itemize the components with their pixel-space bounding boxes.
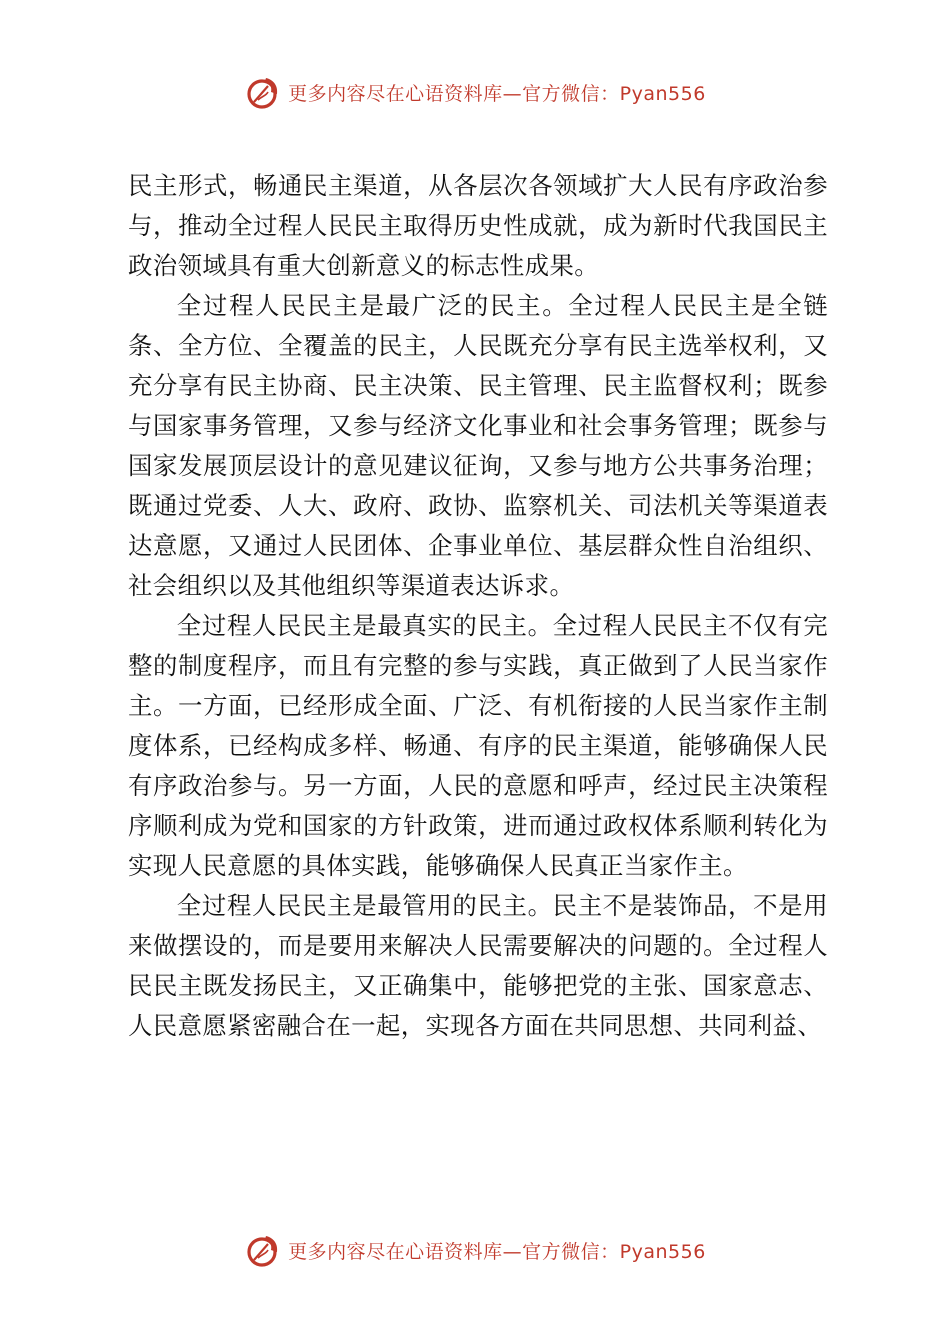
paragraph: 全过程人民民主是最管用的民主。民主不是装饰品，不是用来做摆设的，而是要用来解决人民需要解决的问题的。全过程人民民主既发扬民主，又正确集中，能够把党的主张、国家意志、人民意愿紧密融合在一起，实现各方面在共同思想、共同利益、 bbox=[128, 891, 828, 1040]
paragraph: 全过程人民民主是最广泛的民主。全过程人民民主是全链条、全方位、全覆盖的民主，人民既充分享有民主选举权利，又充分享有民主协商、民主决策、民主管理、民主监督权利；既参与国家事务管理，又参与经济文化事业和社会事务管理；既参与国家发展顶层设计的意见建议征询，又参与地方公共事务治理； 既通过党委、人大、政府、政协、监察机关、司法机关等渠道表达意愿，又通过人民团体、企事业单位、基层群众性自治组织、社会组织以及其他组织等渠道表达诉求。 bbox=[128, 291, 828, 600]
document-body bbox=[128, 166, 828, 1046]
banner-text: 更多内容尽在心语资料库—官方微信：Pyan556 bbox=[288, 82, 706, 105]
quill-logo-icon bbox=[244, 1230, 284, 1270]
header-banner bbox=[0, 72, 950, 112]
paragraph: 全过程人民民主是最真实的民主。全过程人民民主不仅有完整的制度程序，而且有完整的参与实践，真正做到了人民当家作主。一方面，已经形成全面、广泛、有机衔接的人民当家作主制度体系，已经构成多样、畅通、有序的民主渠道，能够确保人民有序政治参与。另一方面，人民的意愿和呼声，经过民主决策程序顺利成为党和国家的方针政策，进而通过政权体系顺利转化为实现人民意愿的具体实践，能够确保人民真正当家作主。 bbox=[128, 611, 828, 880]
banner-text: 更多内容尽在心语资料库—官方微信：Pyan556 bbox=[288, 1240, 706, 1263]
paragraph: 民主形式，畅通民主渠道，从各层次各领域扩大人民有序政治参与，推动全过程人民民主取得历史性成就，成为新时代我国民主政治领域具有重大创新意义的标志性成果。 bbox=[128, 171, 828, 280]
quill-logo-icon bbox=[244, 72, 284, 112]
footer-banner bbox=[0, 1230, 950, 1270]
